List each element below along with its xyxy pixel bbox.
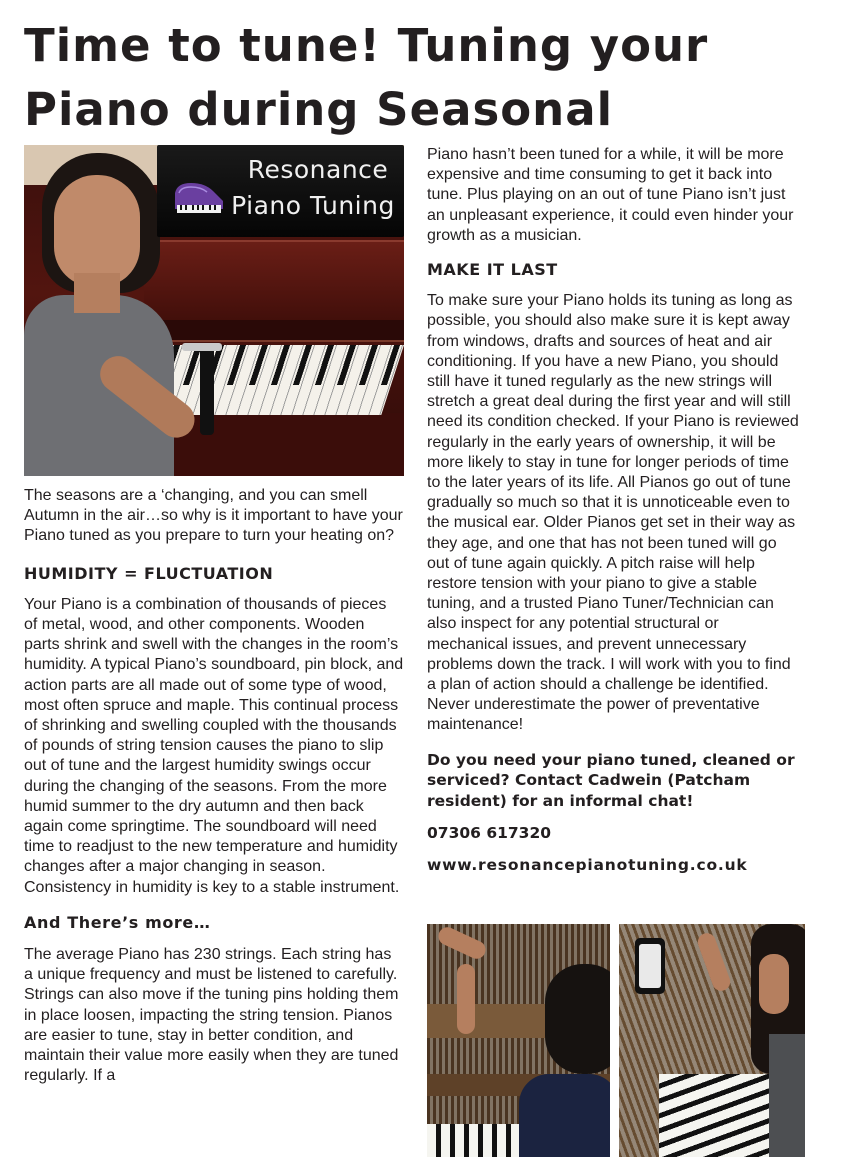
continued-paragraph: Piano hasn’t been tuned for a while, it will be more expensive and time consuming to get it back into tune. Plus playing on an out of tune Piano isn’t just an unpleasant experience, it could even hinder your growth as a musician. — [427, 146, 794, 244]
more-paragraph: The average Piano has 230 strings. Each string has a unique frequency and must be listened to carefully. Strings can also move if the tuning pins holding them in place loosen, impacting the string tension. Pianos are easier to tune, stay in better condition, and maintain their value more easily when they are tuned regularly. If a — [24, 946, 399, 1085]
photo-tuning-with-phone — [619, 924, 805, 1157]
intro-paragraph: The seasons are a ‘changing, and you can smell Autumn in the air…so why is it important to have your Piano tuned as you prepare to turn your heating on? — [24, 487, 403, 545]
heading-humidity: HUMIDITY = FLUCTUATION — [24, 563, 274, 583]
left-column — [24, 486, 404, 1086]
make-it-last-paragraph: To make sure your Piano holds its tuning as long as possible, you should also make sure it is kept away from windows, drafts and sources of heat and air conditioning. If you have a new Piano, you should still have it tuned regularly as the new strings will stretch a great deal during the first year and will still need its condition checked. If your Piano is reviewed regularly in the early years of ownership, it will be more likely to stay in tune for longer periods of time to the later years of its life. All Pianos go out of tune gradually so much so that it is unnoticeable even to the musical ear. Older Pianos get set in their way as they age, and one that has not been tuned will go out of tune again quickly. A pitch raise will help restore tension with your piano to give a stable tuning, and a trusted Piano Tuner/Technician can also inspect for any potential structural or mechanical issues, and prevent unnecessary problems down the track. I will work with you to find a plan of action should a challenge be identified. Never underestimate the power of preventative maintenance! — [427, 292, 799, 734]
logo-brand-line2: Piano Tuning — [231, 191, 395, 220]
heading-more: And There’s more… — [24, 912, 211, 932]
right-column — [427, 145, 802, 875]
photo-tuning-strings — [427, 924, 610, 1157]
phone-number: 07306 617320 — [427, 824, 552, 843]
website-link: www.resonancepianotuning.co.uk — [427, 855, 748, 874]
humidity-paragraph: Your Piano is a combination of thousands of pieces of metal, wood, and other components. Wooden parts shrink and swell with the changes in the room’s humidity. A typical Piano’s soundboard, pin block, and action parts are all made out of some type of wood, most often spruce and maple. This continual process of shrinking and swelling coupled with the thousands of pounds of string tension causes the piano to slip out of tune and the largest humidity swings occur during the changing of the seasons. From the more humid summer to the dry autumn and then back again come springtime. The soundboard will need time to readjust to the new temperature and humidity changes after a major changing in season. Consistency in humidity is key to a stable instrument. — [24, 595, 404, 896]
article-title: Time to tune! Tuning your Piano during Seasonal — [24, 19, 709, 136]
resonance-logo — [157, 145, 404, 237]
call-to-action: Do you need your piano tuned, cleaned or serviced? Contact Cadwein (Patcham resident) for an informal chat! — [427, 750, 795, 810]
logo-brand-line1: Resonance — [247, 155, 389, 184]
grand-piano-icon — [171, 179, 227, 217]
heading-make-it-last: MAKE IT LAST — [427, 260, 558, 280]
